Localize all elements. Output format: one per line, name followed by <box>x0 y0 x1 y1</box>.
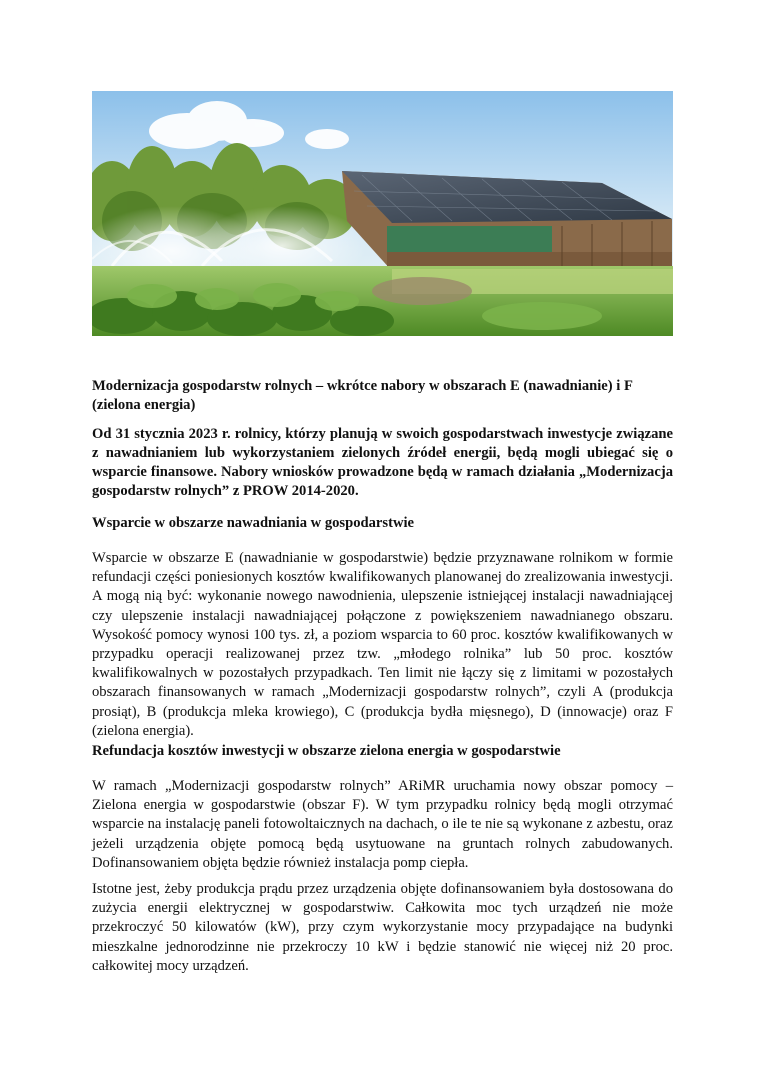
section2-paragraph-1: W ramach „Modernizacji gospodarstw rolnych” ARiMR uruchamia nowy obszar pomocy – Zielona energia w gospodarstwie (obszar F). W tym przypadku rolnicy będą mogli otrzymać wsparcie na instalację paneli fotowoltaicznych na dachach, o ile te nie są wykonane z azbestu, oraz jeżeli urządzenia objęte pomocą będą usytuowane na gruntach rolnych zabudowanych. Dofinansowaniem objęta będzie również instalacja pomp ciepła. <box>92 778 673 871</box>
section1-heading: Wsparcie w obszarze nawadniania w gospodarstwie <box>92 515 415 531</box>
article-title: Modernizacja gospodarstw rolnych – wkrótce nabory w obszarach E (nawadnianie) i F (zielona energia) <box>92 378 633 413</box>
hero-illustration <box>92 91 673 336</box>
article-lead: Od 31 stycznia 2023 r. rolnicy, którzy planują w swoich gospodarstwach inwestycje związane z nawadnianiem lub wykorzystaniem zielonych źródeł energii, będą mogli ubiegać się o wsparcie finansowe. Nabory wniosków prowadzone będą w ramach działania „Modernizacja gospodarstw rolnych” z PROW 2014-2020. <box>92 426 673 499</box>
section2-paragraph-2: Istotne jest, żeby produkcja prądu przez urządzenia objęte dofinansowaniem była dostosowana do zużycia energii elektrycznej w gospodarstwiw. Całkowita moc tych urządzeń nie może przekroczyć 50 kilowatów (kW), przy czym wykorzystanie mocy przypadające na budynki mieszkalne jednorodzinne nie przekroczy 10 kW i będzie stanowić nie więcej niż 20 proc. całkowitej mocy urządzeń. <box>92 881 673 974</box>
section2-heading: Refundacja kosztów inwestycji w obszarze zielona energia w gospodarstwie <box>92 743 561 759</box>
farm-irrigation-solar-barn-photo-icon <box>92 91 673 336</box>
section1-paragraph: Wsparcie w obszarze E (nawadnianie w gospodarstwie) będzie przyznawane rolnikom w formie refundacji części poniesionych kosztów kwalifikowanych planowanej do zrealizowania inwestycji. A mogą nią być: wykonanie nowego nawodnienia, ulepszenie istniejącej instalacji nawadniającej czy ulepszenie instalacji nawadniającej połączone z powiększeniem nawadnianego obszaru. Wysokość pomocy wynosi 100 tys. zł, a poziom wsparcia to 60 proc. kosztów kwalifikowanych w przypadku operacji realizowanej przez tzw. „młodego rolnika” lub 50 proc. kosztów kwalifikowalnych w pozostałych przypadkach. Ten limit nie łączy się z limitami w pozostałych obszarach finansowanych w ramach „Modernizacji gospodarstw rolnych”, czyli A (produkcja prosiąt), B (produkcja mleka krowiego), C (produkcja bydła mięsnego), D (innowacje) oraz F (zielona energia). <box>92 550 673 739</box>
